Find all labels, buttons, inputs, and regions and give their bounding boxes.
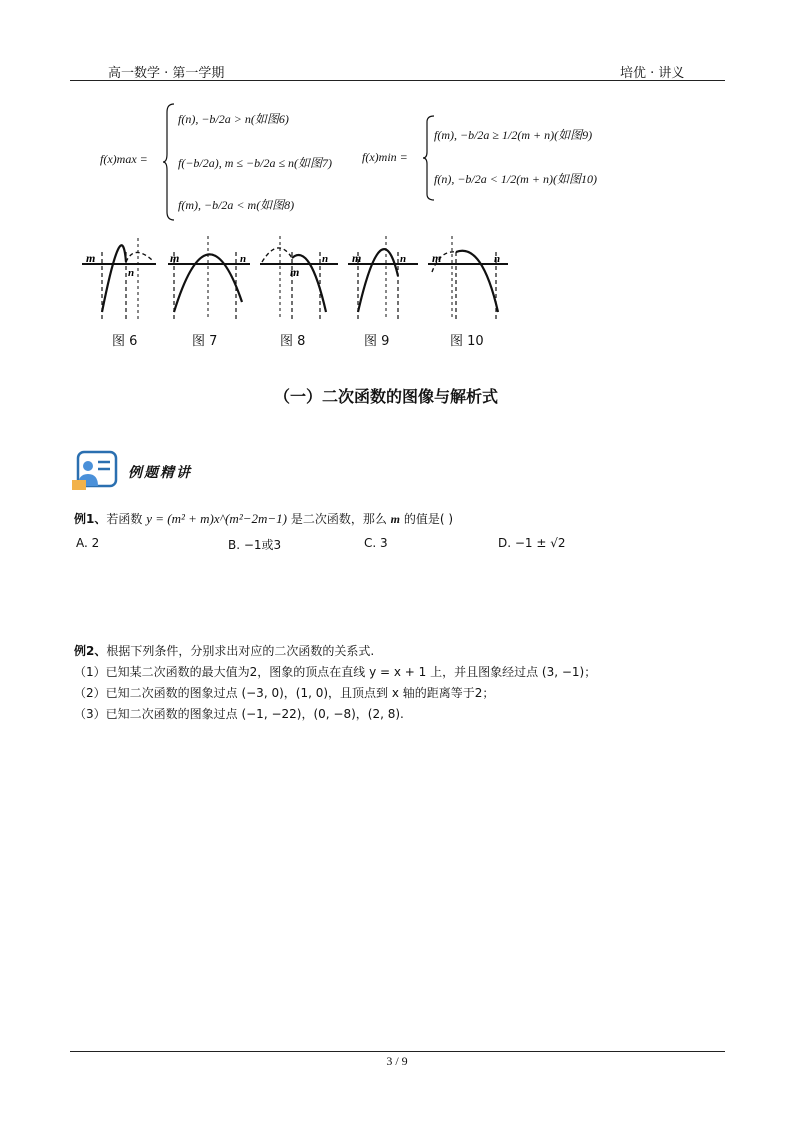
- figure-10-label-n: n: [494, 253, 501, 265]
- figure-8-label-n: n: [322, 253, 329, 265]
- option-b: B. −1或3: [228, 538, 282, 552]
- option-d: D. −1 ± √2: [498, 536, 566, 550]
- figure-9-label-m: m: [352, 251, 362, 265]
- example2-text: 根据下列条件，分别求出对应的二次函数的关系式.: [106, 644, 375, 658]
- example2-item-3: （3）已知二次函数的图象过点 (−1, −22)，(0, −8)，(2, 8).: [74, 707, 404, 721]
- formula-min-case2: f(n), −b/2a < 1/2(m + n)(如图10): [434, 172, 597, 186]
- figure-8-graph: [258, 232, 340, 322]
- option-c: C. 3: [364, 536, 388, 550]
- figure-7-label-n: n: [240, 253, 247, 265]
- figure-7-graph: [166, 232, 252, 322]
- example1-text-after: 是二次函数，那么: [290, 512, 387, 526]
- header-left: 高一数学 · 第一学期: [108, 66, 225, 81]
- example1-text-end: 的值是( ): [403, 512, 454, 526]
- example2-item-2: （2）已知二次函数的图象过点 (−3, 0)，(1, 0)，且顶点到 x 轴的距离等于2；: [74, 686, 495, 700]
- formula-max-lhs: f(x)max =: [100, 152, 148, 166]
- figure-6-label-n: n: [128, 267, 135, 279]
- example1-title: 例1、: [74, 512, 107, 526]
- option-a: A. 2: [76, 536, 100, 550]
- figure-6-graph: [80, 232, 160, 322]
- example2-item-1: （1）已知某二次函数的最大值为2，图象的顶点在直线 y = x + 1 上，并且图象经过点 (3, −1)；: [74, 665, 597, 679]
- figure-7-caption: 图 7: [192, 334, 218, 349]
- figure-6-label-m: m: [86, 251, 96, 265]
- formula-max-case2: f(−b/2a), m ≤ −b/2a ≤ n(如图7): [178, 156, 333, 170]
- figure-9-graph: [346, 232, 420, 322]
- figure-6-caption: 图 6: [112, 334, 138, 349]
- formula-max-case1: f(n), −b/2a > n(如图6): [178, 112, 289, 126]
- formula-min: [362, 112, 692, 202]
- example-badge: [72, 450, 232, 492]
- header-rule: [70, 80, 725, 81]
- example1-line: [74, 510, 453, 527]
- figure-strip: [80, 232, 510, 352]
- footer-rule: [70, 1051, 725, 1052]
- example1-formula: y = (m² + m)x^(m²−2m−1): [146, 511, 287, 526]
- figure-9-label-n: n: [400, 253, 407, 265]
- example2-line: [74, 642, 374, 659]
- figure-10-label-m: m: [432, 251, 442, 265]
- example1-var: m: [390, 512, 400, 526]
- example1-text-before: 若函数: [106, 512, 143, 526]
- figure-10-caption: 图 10: [450, 334, 484, 349]
- example2-title: 例2、: [74, 644, 107, 658]
- page-number: 3 / 9: [386, 1054, 408, 1068]
- teacher-board-icon: [72, 450, 120, 492]
- figure-9-caption: 图 9: [364, 334, 390, 349]
- figure-8-label-m: m: [290, 265, 300, 279]
- section-title: （一）二次函数的图像与解析式: [274, 387, 499, 406]
- badge-label: 例题精讲: [128, 465, 192, 481]
- header-right: 培优 · 讲义: [620, 66, 685, 81]
- figure-7-label-m: m: [170, 251, 180, 265]
- formula-min-case1: f(m), −b/2a ≥ 1/2(m + n)(如图9): [434, 128, 593, 142]
- left-brace-icon: [162, 102, 176, 222]
- formula-max-case3: f(m), −b/2a < m(如图8): [178, 198, 295, 212]
- figure-10-graph: [426, 232, 510, 322]
- formula-min-lhs: f(x)min =: [362, 150, 408, 164]
- figure-8-caption: 图 8: [280, 334, 306, 349]
